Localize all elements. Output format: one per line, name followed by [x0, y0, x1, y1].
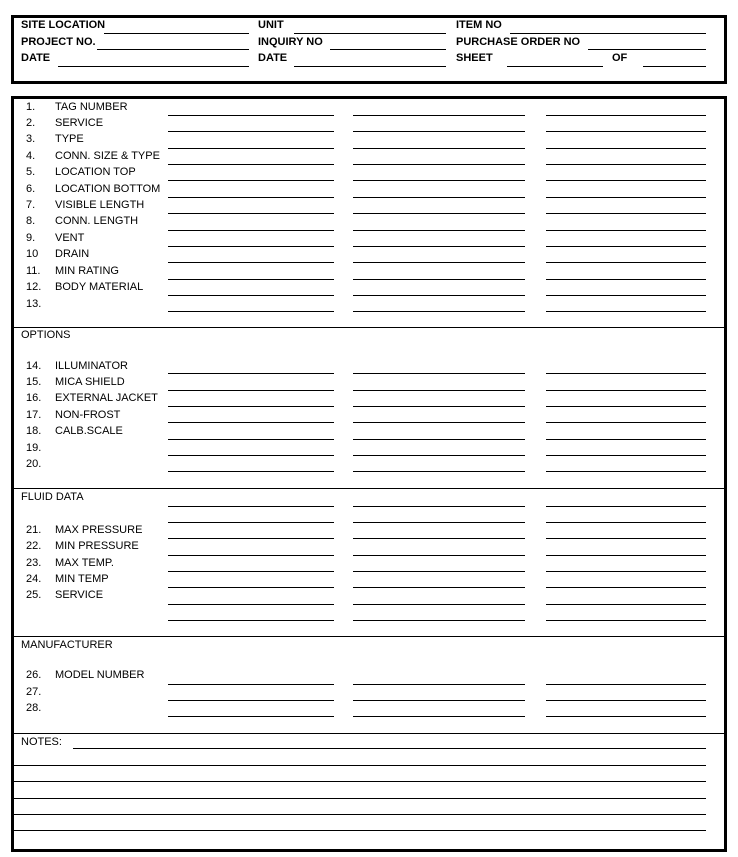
value-field[interactable]	[168, 373, 334, 374]
unit-field[interactable]	[294, 33, 446, 34]
row-number: 26.	[26, 669, 42, 681]
manufacturer-separator	[13, 636, 726, 637]
value-field[interactable]	[546, 471, 706, 472]
value-field[interactable]	[353, 279, 525, 280]
value-field[interactable]	[168, 571, 334, 572]
date-field-2[interactable]	[294, 66, 446, 67]
inquiry-no-field[interactable]	[330, 49, 446, 50]
row-number: 10	[26, 248, 39, 260]
value-field[interactable]	[168, 197, 334, 198]
row-number: 22.	[26, 540, 42, 552]
value-field[interactable]	[353, 148, 525, 149]
value-field[interactable]	[168, 230, 334, 231]
value-field[interactable]	[353, 311, 525, 312]
value-field[interactable]	[353, 716, 525, 717]
value-field[interactable]	[546, 604, 706, 605]
value-field[interactable]	[546, 422, 706, 423]
value-field[interactable]	[546, 230, 706, 231]
value-field[interactable]	[546, 522, 706, 523]
value-field[interactable]	[546, 716, 706, 717]
value-field[interactable]	[546, 311, 706, 312]
purchase-order-no-label: PURCHASE ORDER NO	[456, 36, 581, 48]
value-field[interactable]	[546, 115, 706, 116]
notes-line[interactable]	[13, 830, 706, 831]
value-field[interactable]	[168, 439, 334, 440]
options-separator	[13, 327, 726, 328]
row-label: MIN PRESSURE	[55, 540, 139, 552]
value-field[interactable]	[168, 131, 334, 132]
value-field[interactable]	[353, 373, 525, 374]
manufacturer-heading: MANUFACTURER	[21, 639, 113, 651]
value-field[interactable]	[546, 620, 706, 621]
value-field[interactable]	[546, 262, 706, 263]
value-field[interactable]	[168, 471, 334, 472]
notes-line[interactable]	[13, 814, 706, 815]
row-label: MIN RATING	[55, 265, 119, 277]
row-number: 5.	[26, 166, 36, 178]
value-field[interactable]	[353, 620, 525, 621]
value-field[interactable]	[546, 295, 706, 296]
site-location-label: SITE LOCATION	[21, 19, 106, 31]
value-field[interactable]	[353, 604, 525, 605]
value-field[interactable]	[353, 471, 525, 472]
value-field[interactable]	[353, 522, 525, 523]
value-field[interactable]	[168, 262, 334, 263]
value-field[interactable]	[168, 279, 334, 280]
row-label: LOCATION BOTTOM	[55, 183, 161, 195]
sheet-label: SHEET	[456, 52, 493, 64]
row-number: 13.	[26, 298, 42, 310]
value-field[interactable]	[353, 180, 525, 181]
value-field[interactable]	[546, 246, 706, 247]
row-number: 7.	[26, 199, 36, 211]
row-number: 25.	[26, 589, 42, 601]
row-label: BODY MATERIAL	[55, 281, 144, 293]
value-field[interactable]	[168, 311, 334, 312]
row-label: NON-FROST	[55, 409, 121, 421]
row-number: 27.	[26, 686, 42, 698]
value-field[interactable]	[546, 700, 706, 701]
row-label: VISIBLE LENGTH	[55, 199, 145, 211]
row-label: MODEL NUMBER	[55, 669, 145, 681]
row-number: 12.	[26, 281, 42, 293]
row-label: MAX PRESSURE	[55, 524, 143, 536]
value-field[interactable]	[546, 180, 706, 181]
value-field[interactable]	[353, 246, 525, 247]
value-field[interactable]	[353, 506, 525, 507]
notes-field[interactable]	[73, 748, 706, 749]
value-field[interactable]	[168, 684, 334, 685]
row-number: 6.	[26, 183, 36, 195]
row-number: 23.	[26, 557, 42, 569]
of-field[interactable]	[643, 66, 706, 67]
value-field[interactable]	[168, 295, 334, 296]
row-label: EXTERNAL JACKET	[55, 392, 158, 404]
row-number: 9.	[26, 232, 36, 244]
value-field[interactable]	[168, 213, 334, 214]
value-field[interactable]	[353, 684, 525, 685]
value-field[interactable]	[168, 700, 334, 701]
row-number: 11.	[26, 265, 41, 277]
value-field[interactable]	[168, 716, 334, 717]
value-field[interactable]	[168, 538, 334, 539]
value-field[interactable]	[546, 439, 706, 440]
of-label: OF	[612, 52, 628, 64]
value-field[interactable]	[546, 279, 706, 280]
value-field[interactable]	[353, 115, 525, 116]
row-number: 17.	[26, 409, 42, 421]
row-label: CONN. LENGTH	[55, 215, 139, 227]
value-field[interactable]	[546, 455, 706, 456]
value-field[interactable]	[546, 131, 706, 132]
value-field[interactable]	[168, 246, 334, 247]
value-field[interactable]	[546, 390, 706, 391]
options-heading: OPTIONS	[21, 329, 71, 341]
value-field[interactable]	[546, 538, 706, 539]
notes-label: NOTES:	[21, 736, 62, 748]
row-label: ILLUMINATOR	[55, 360, 128, 372]
item-no-label: ITEM NO	[456, 19, 502, 31]
value-field[interactable]	[168, 555, 334, 556]
value-field[interactable]	[546, 506, 706, 507]
row-number: 14.	[26, 360, 42, 372]
value-field[interactable]	[168, 620, 334, 621]
value-field[interactable]	[353, 197, 525, 198]
row-number: 1.	[26, 101, 36, 113]
value-field[interactable]	[353, 262, 525, 263]
value-field[interactable]	[546, 197, 706, 198]
value-field[interactable]	[546, 587, 706, 588]
value-field[interactable]	[546, 555, 706, 556]
value-field[interactable]	[546, 213, 706, 214]
row-label: LOCATION TOP	[55, 166, 136, 178]
value-field[interactable]	[546, 148, 706, 149]
sheet-field[interactable]	[507, 66, 603, 67]
value-field[interactable]	[168, 422, 334, 423]
value-field[interactable]	[168, 115, 334, 116]
value-field[interactable]	[168, 390, 334, 391]
row-number: 19.	[26, 442, 42, 454]
row-label: MICA SHIELD	[55, 376, 125, 388]
notes-line[interactable]	[13, 798, 706, 799]
value-field[interactable]	[353, 538, 525, 539]
row-number: 21.	[26, 524, 42, 536]
date-field-1[interactable]	[58, 66, 249, 67]
value-field[interactable]	[353, 700, 525, 701]
value-field[interactable]	[168, 455, 334, 456]
row-label: TYPE	[55, 133, 84, 145]
value-field[interactable]	[546, 406, 706, 407]
row-label: CALB.SCALE	[55, 425, 123, 437]
row-label: DRAIN	[55, 248, 90, 260]
row-number: 15.	[26, 376, 42, 388]
value-field[interactable]	[353, 295, 525, 296]
site-location-field[interactable]	[104, 33, 249, 34]
row-number: 16.	[26, 392, 42, 404]
row-number: 20.	[26, 458, 42, 470]
value-field[interactable]	[353, 406, 525, 407]
row-number: 28.	[26, 702, 42, 714]
value-field[interactable]	[168, 604, 334, 605]
value-field[interactable]	[353, 390, 525, 391]
value-field[interactable]	[353, 230, 525, 231]
value-field[interactable]	[168, 180, 334, 181]
row-number: 18.	[26, 425, 42, 437]
value-field[interactable]	[168, 164, 334, 165]
row-label: MAX TEMP.	[55, 557, 114, 569]
row-label: MIN TEMP	[55, 573, 109, 585]
value-field[interactable]	[168, 148, 334, 149]
value-field[interactable]	[353, 455, 525, 456]
value-field[interactable]	[353, 571, 525, 572]
notes-line[interactable]	[13, 781, 706, 782]
value-field[interactable]	[546, 684, 706, 685]
inquiry-no-label: INQUIRY NO	[258, 36, 323, 48]
row-label: SERVICE	[55, 589, 104, 601]
row-number: 2.	[26, 117, 36, 129]
value-field[interactable]	[353, 422, 525, 423]
fluid-data-heading: FLUID DATA	[21, 491, 84, 503]
project-no-label: PROJECT NO.	[21, 36, 96, 48]
notes-line[interactable]	[13, 765, 706, 766]
value-field[interactable]	[353, 131, 525, 132]
row-number: 3.	[26, 133, 36, 145]
value-field[interactable]	[168, 522, 334, 523]
date-label-2: DATE	[258, 52, 288, 64]
value-field[interactable]	[353, 555, 525, 556]
notes-separator	[13, 733, 726, 734]
fluid-data-separator	[13, 488, 726, 489]
row-label: SERVICE	[55, 117, 104, 129]
row-number: 24.	[26, 573, 42, 585]
value-field[interactable]	[353, 439, 525, 440]
value-field[interactable]	[353, 587, 525, 588]
value-field[interactable]	[168, 587, 334, 588]
value-field[interactable]	[353, 164, 525, 165]
row-label: VENT	[55, 232, 85, 244]
value-field[interactable]	[168, 406, 334, 407]
unit-label: UNIT	[258, 19, 284, 31]
item-no-field[interactable]	[510, 33, 706, 34]
value-field[interactable]	[353, 213, 525, 214]
row-number: 4.	[26, 150, 36, 162]
date-label-1: DATE	[21, 52, 51, 64]
row-label: CONN. SIZE & TYPE	[55, 150, 160, 162]
value-field[interactable]	[168, 506, 334, 507]
row-label: TAG NUMBER	[55, 101, 128, 113]
value-field[interactable]	[546, 373, 706, 374]
project-no-field[interactable]	[97, 49, 249, 50]
purchase-order-no-field[interactable]	[588, 49, 706, 50]
row-number: 8.	[26, 215, 36, 227]
value-field[interactable]	[546, 164, 706, 165]
value-field[interactable]	[546, 571, 706, 572]
